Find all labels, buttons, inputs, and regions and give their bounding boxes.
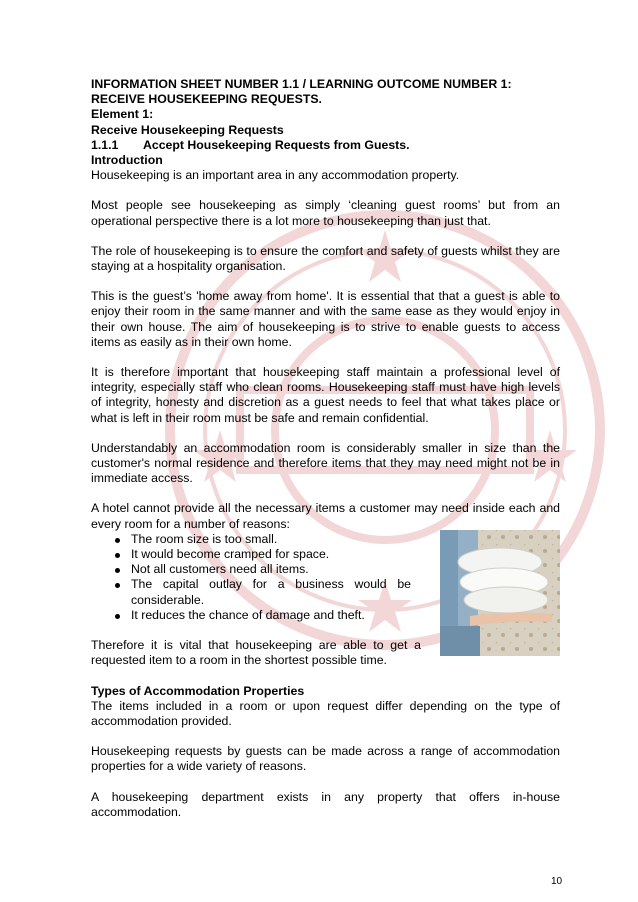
element-label: Element 1: [91, 107, 154, 122]
paragraph-2: Most people see housekeeping as simply ‘cleaning guest rooms’ but from an operational perspective there is a lot more to housekeeping than just that. [91, 198, 560, 228]
types-paragraph-1: The items included in a room or upon request differ depending on the type of accommodation provided. [91, 698, 560, 728]
list-item: It would become cramped for space. [91, 547, 411, 562]
paragraph-1: Housekeeping is an important area in any accommodation property. [91, 168, 460, 183]
page-number: 10 [551, 876, 563, 887]
list-item: The capital outlay for a business would be considerable. [91, 577, 411, 607]
paragraph-8: Therefore it is vital that housekeeping are able to get a requested item to a room in the shortest possible time. [91, 638, 421, 668]
housekeeper-pillows-photo [440, 530, 560, 656]
paragraph-5: It is therefore important that housekeeping staff maintain a professional level of integrity, especially staff who clean rooms. Housekeeping staff must have high levels of integrity, honesty and discretion as a guest needs to feel that what takes place or what is left in their room must be safe and remain confidential. [91, 365, 560, 425]
types-paragraph-3: A housekeeping department exists in any property that offers in-house accommodation. [91, 789, 560, 819]
bullet-icon [115, 568, 120, 573]
reasons-list [91, 532, 411, 623]
list-item: The room size is too small. [91, 532, 411, 547]
bullet-icon [115, 583, 120, 588]
list-item: It reduces the chance of damage and theft. [91, 608, 411, 623]
types-heading: Types of Accommodation Properties [91, 683, 305, 698]
bullet-icon [115, 553, 120, 558]
list-item: Not all customers need all items. [91, 562, 411, 577]
subsection-title: Accept Housekeeping Requests from Guests. [143, 137, 410, 152]
subsection-heading [91, 138, 560, 153]
element-title: Receive Housekeeping Requests [91, 122, 284, 137]
sheet-title-line-2: RECEIVE HOUSEKEEPING REQUESTS. [91, 92, 322, 107]
introduction-heading: Introduction [91, 153, 163, 168]
paragraph-3: The role of housekeeping is to ensure the comfort and safety of guests whilst they are staying at a hospitality organisation. [91, 243, 560, 274]
paragraph-6: Understandably an accommodation room is considerably smaller in size than the customer's normal residence and therefore items that they may need might not be in immediate access. [91, 440, 560, 486]
types-paragraph-2: Housekeeping requests by guests can be made across a range of accommodation properties for a wide variety of reasons. [91, 744, 560, 774]
paragraph-7: A hotel cannot provide all the necessary items a customer may need inside each and every room for a number of reasons: [91, 501, 560, 531]
subsection-number: 1.1.1 [91, 137, 119, 152]
bullet-icon [115, 614, 120, 619]
document-body [91, 77, 560, 820]
sheet-title-line-1: INFORMATION SHEET NUMBER 1.1 / LEARNING OUTCOME NUMBER 1: [91, 77, 512, 91]
bullet-icon [115, 538, 120, 543]
paragraph-4: This is the guest’s 'home away from home'. It is essential that that a guest is able to enjoy their room in the same manner and with the same ease as they would enjoy in their own house. The aim of housekeeping is to strive to enable guests to access items as easily as in their own home. [91, 289, 560, 349]
